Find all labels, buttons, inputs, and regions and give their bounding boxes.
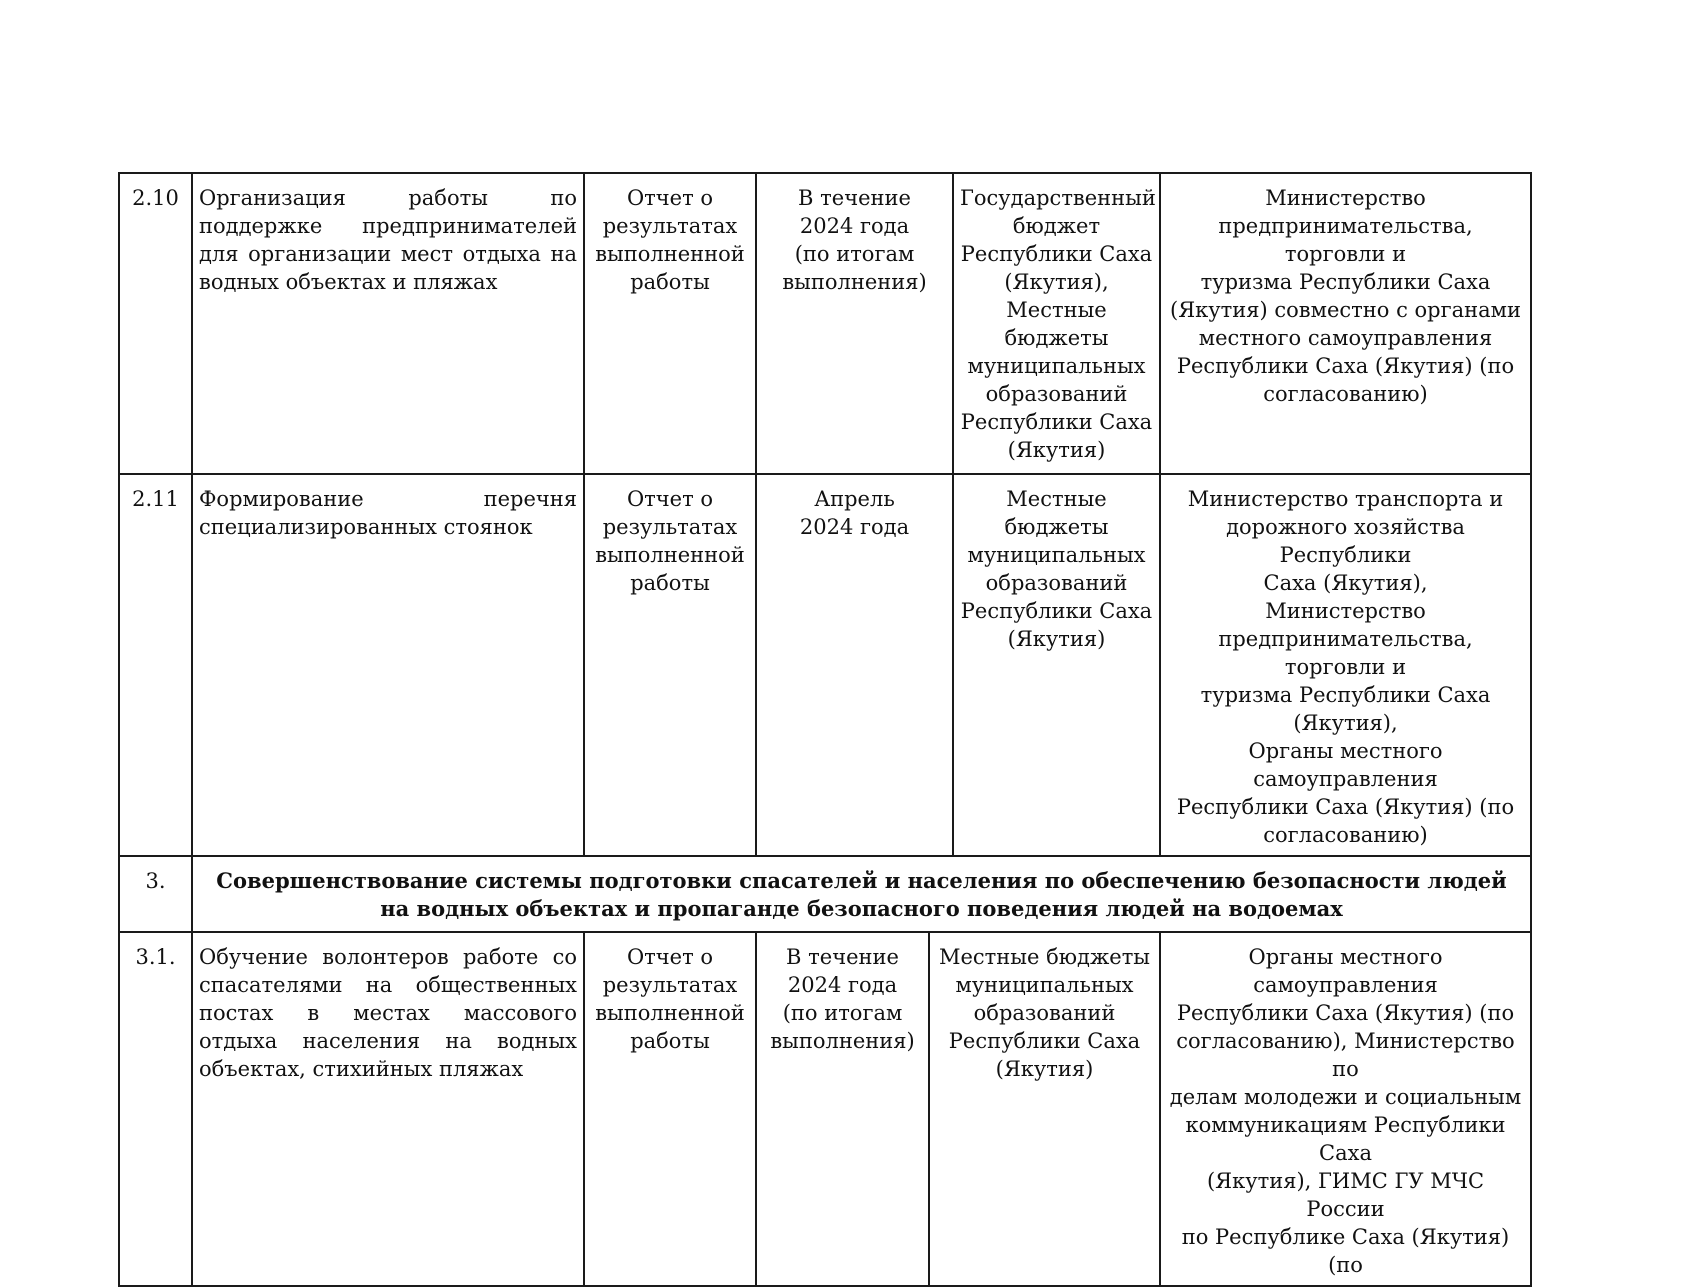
row-funding: Государственный бюджет Республики Саха (Якутия), Местные бюджеты муниципальных образований Республики Саха (Якутия) bbox=[953, 173, 1160, 474]
row-description: Обучение волонтеров работе со спасателями на общественных постах в местах массового отдыха населения на водных объектах, стихийных пляжах bbox=[192, 932, 584, 1286]
row-number: 3.1. bbox=[119, 932, 192, 1286]
section-title: Совершенствование системы подготовки спасателей и населения по обеспечению безопасности людей на водных объектах и пропаганде безопасного поведения людей на водоемах bbox=[192, 856, 1531, 932]
row-deadline: В течение 2024 года (по итогам выполнения) bbox=[756, 173, 953, 474]
activities-table bbox=[118, 172, 1532, 1287]
table-row bbox=[119, 932, 1531, 1286]
row-result-form: Отчет о результатах выполненной работы bbox=[584, 173, 756, 474]
row-deadline: В течение 2024 года (по итогам выполнения) bbox=[756, 932, 929, 1286]
section-row bbox=[119, 856, 1531, 932]
row-description: Организация работы по поддержке предпринимателей для организации мест отдыха на водных объектах и пляжах bbox=[192, 173, 584, 474]
row-funding: Местные бюджеты муниципальных образований Республики Саха (Якутия) bbox=[929, 932, 1160, 1286]
row-responsible: Министерство транспорта и дорожного хозяйства Республики Саха (Якутия), Министерство предпринимательства, торговли и туризма Республики Саха (Якутия), Органы местного самоуправления Республики Саха (Якутия) (по согласованию) bbox=[1160, 474, 1531, 856]
row-number: 2.11 bbox=[119, 474, 192, 856]
table-row bbox=[119, 474, 1531, 856]
table-row bbox=[119, 173, 1531, 474]
row-result-form: Отчет о результатах выполненной работы bbox=[584, 474, 756, 856]
row-responsible: Министерство предпринимательства, торговли и туризма Республики Саха (Якутия) совместно с органами местного самоуправления Республики Саха (Якутия) (по согласованию) bbox=[1160, 173, 1531, 474]
section-number: 3. bbox=[119, 856, 192, 932]
row-deadline: Апрель 2024 года bbox=[756, 474, 953, 856]
row-responsible: Органы местного самоуправления Республики Саха (Якутия) (по согласованию), Министерство по делам молодежи и социальным коммуникациям Республики Саха (Якутия), ГИМС ГУ МЧС России по Республике Саха (Якутия) (по bbox=[1160, 932, 1531, 1286]
row-number: 2.10 bbox=[119, 173, 192, 474]
row-funding: Местные бюджеты муниципальных образований Республики Саха (Якутия) bbox=[953, 474, 1160, 856]
row-description: Формирование перечня специализированных стоянок bbox=[192, 474, 584, 856]
row-result-form: Отчет о результатах выполненной работы bbox=[584, 932, 756, 1286]
